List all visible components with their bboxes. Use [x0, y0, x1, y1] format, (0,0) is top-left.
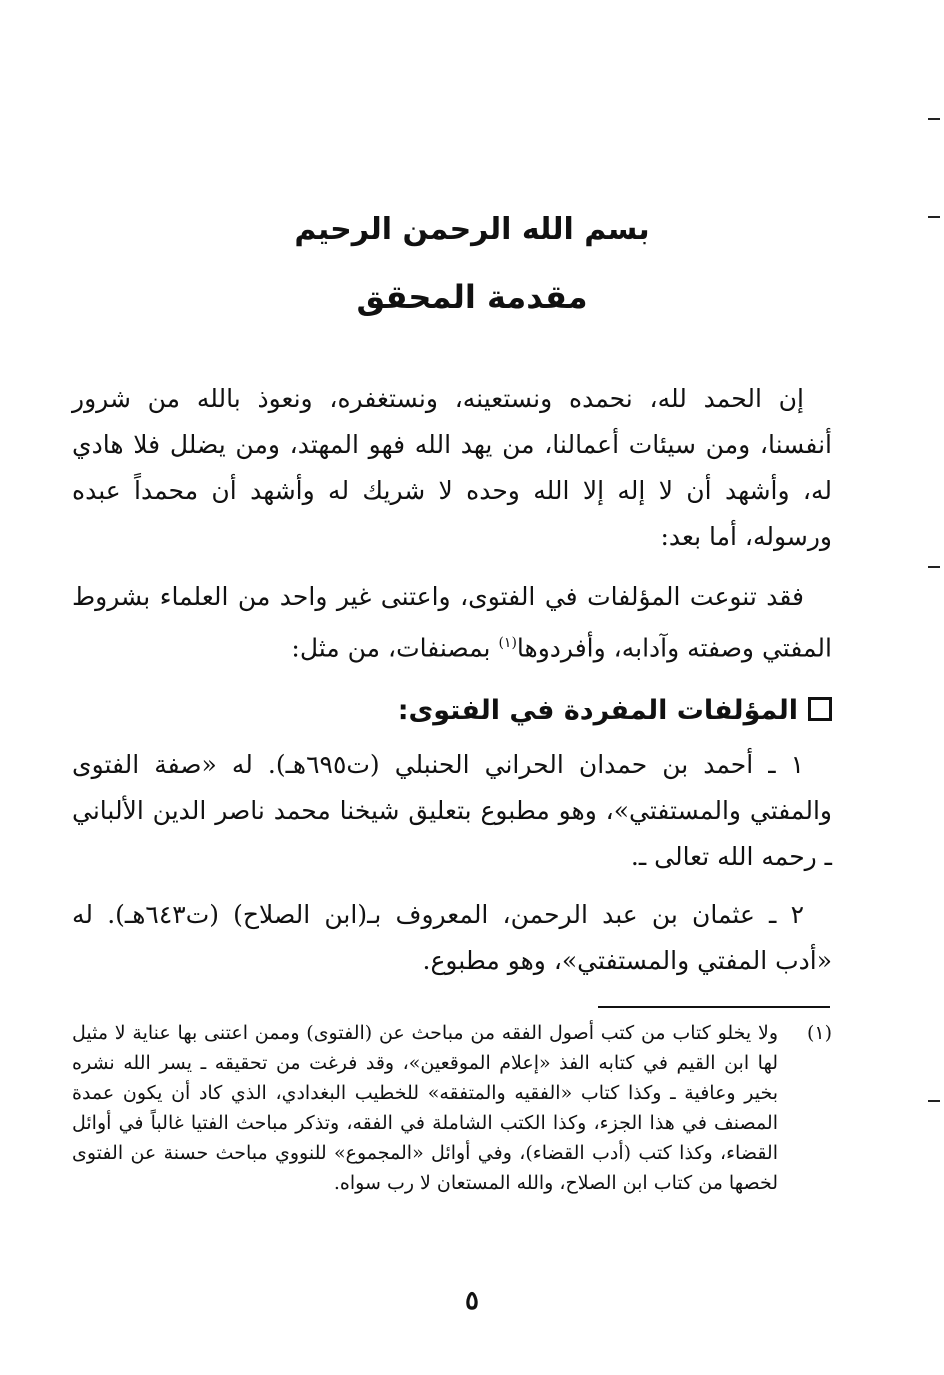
page-title: مقدمة المحقق	[356, 278, 588, 316]
intro-paragraph	[72, 376, 832, 560]
footnote-divider	[598, 1006, 830, 1008]
basmala-calligraphy: بسم الله الرحمن الرحيم	[294, 212, 650, 247]
list-item-text-2: ٢ ـ عثمان بن عبد الرحمن، المعروف بـ(ابن الصلاح) (ت٦٤٣هـ). له «أدب المفتي والمستفتي»، وهو مطبوع.	[72, 900, 832, 975]
context-paragraph	[72, 574, 832, 671]
intro-paragraph-text: إن الحمد لله، نحمده ونستعينه، ونستغفره، ونعوذ بالله من شرور أنفسنا، ومن سيئات أعمالنا، من يهد الله فهو المهتد، ومن يضلل فلا هادي له، وأشهد أن لا إله إلا الله وحده لا شريك له وأشهد أن محمداً عبده ورسوله، أما بعد:	[72, 384, 833, 551]
footnote-number: (١)	[806, 1022, 832, 1044]
scan-edge-mark	[928, 1100, 940, 1102]
list-item	[72, 742, 832, 880]
scan-edge-mark	[928, 566, 940, 568]
list-item-text-1: ١ ـ أحمد بن حمدان الحراني الحنبلي (ت٦٩٥هـ). له «صفة الفتوى والمفتي والمستفتي»، وهو مطبوع بتعليق شيخنا محمد ناصر الدين الألباني ـ رحمه الله تعالى ـ.	[72, 750, 832, 871]
scan-edge-mark	[928, 216, 940, 218]
footnote-reference[interactable]: (١)	[498, 635, 517, 651]
section-heading-text: المؤلفات المفردة في الفتوى:	[397, 695, 798, 726]
page-number: ٥	[465, 1286, 479, 1316]
footnote-text: ولا يخلو كتاب من كتب أصول الفقه من مباحث عن (الفتوى) وممن اعتنى بها عناية لا مثيل لها ابن القيم في كتابه الفذ «إعلام الموقعين»، وقد فرغت من تحقيقه ـ يسر الله نشره بخير وعافية ـ وكذا كتاب «الفقيه والمتفقه» للخطيب البغدادي، الذي كاد أن يكون عمدة المصنف في هذا الجزء، وكذا الكتب الشاملة في الفقه، وتذكر مباحث الفتيا غالباً في أوائل القضاء، وكذا كتب (أدب القضاء)، وفي أوائل «المجموع» للنووي مباحث حسنة عن الفتوى لخصها من كتاب ابن الصلاح، والله المستعان لا رب سواه.	[72, 1022, 778, 1194]
section-heading	[72, 688, 832, 734]
context-paragraph-text: فقد تنوعت المؤلفات في الفتوى، واعتنى غير واحد من العلماء بشروط المفتي وصفته وآدابه، وأفردوها	[72, 582, 832, 663]
footnote	[72, 1018, 832, 1198]
context-paragraph-tail: بمصنفات، من مثل:	[291, 633, 499, 663]
list-item	[72, 892, 832, 984]
scan-edge-mark	[928, 118, 940, 120]
square-bullet-icon	[808, 697, 832, 721]
